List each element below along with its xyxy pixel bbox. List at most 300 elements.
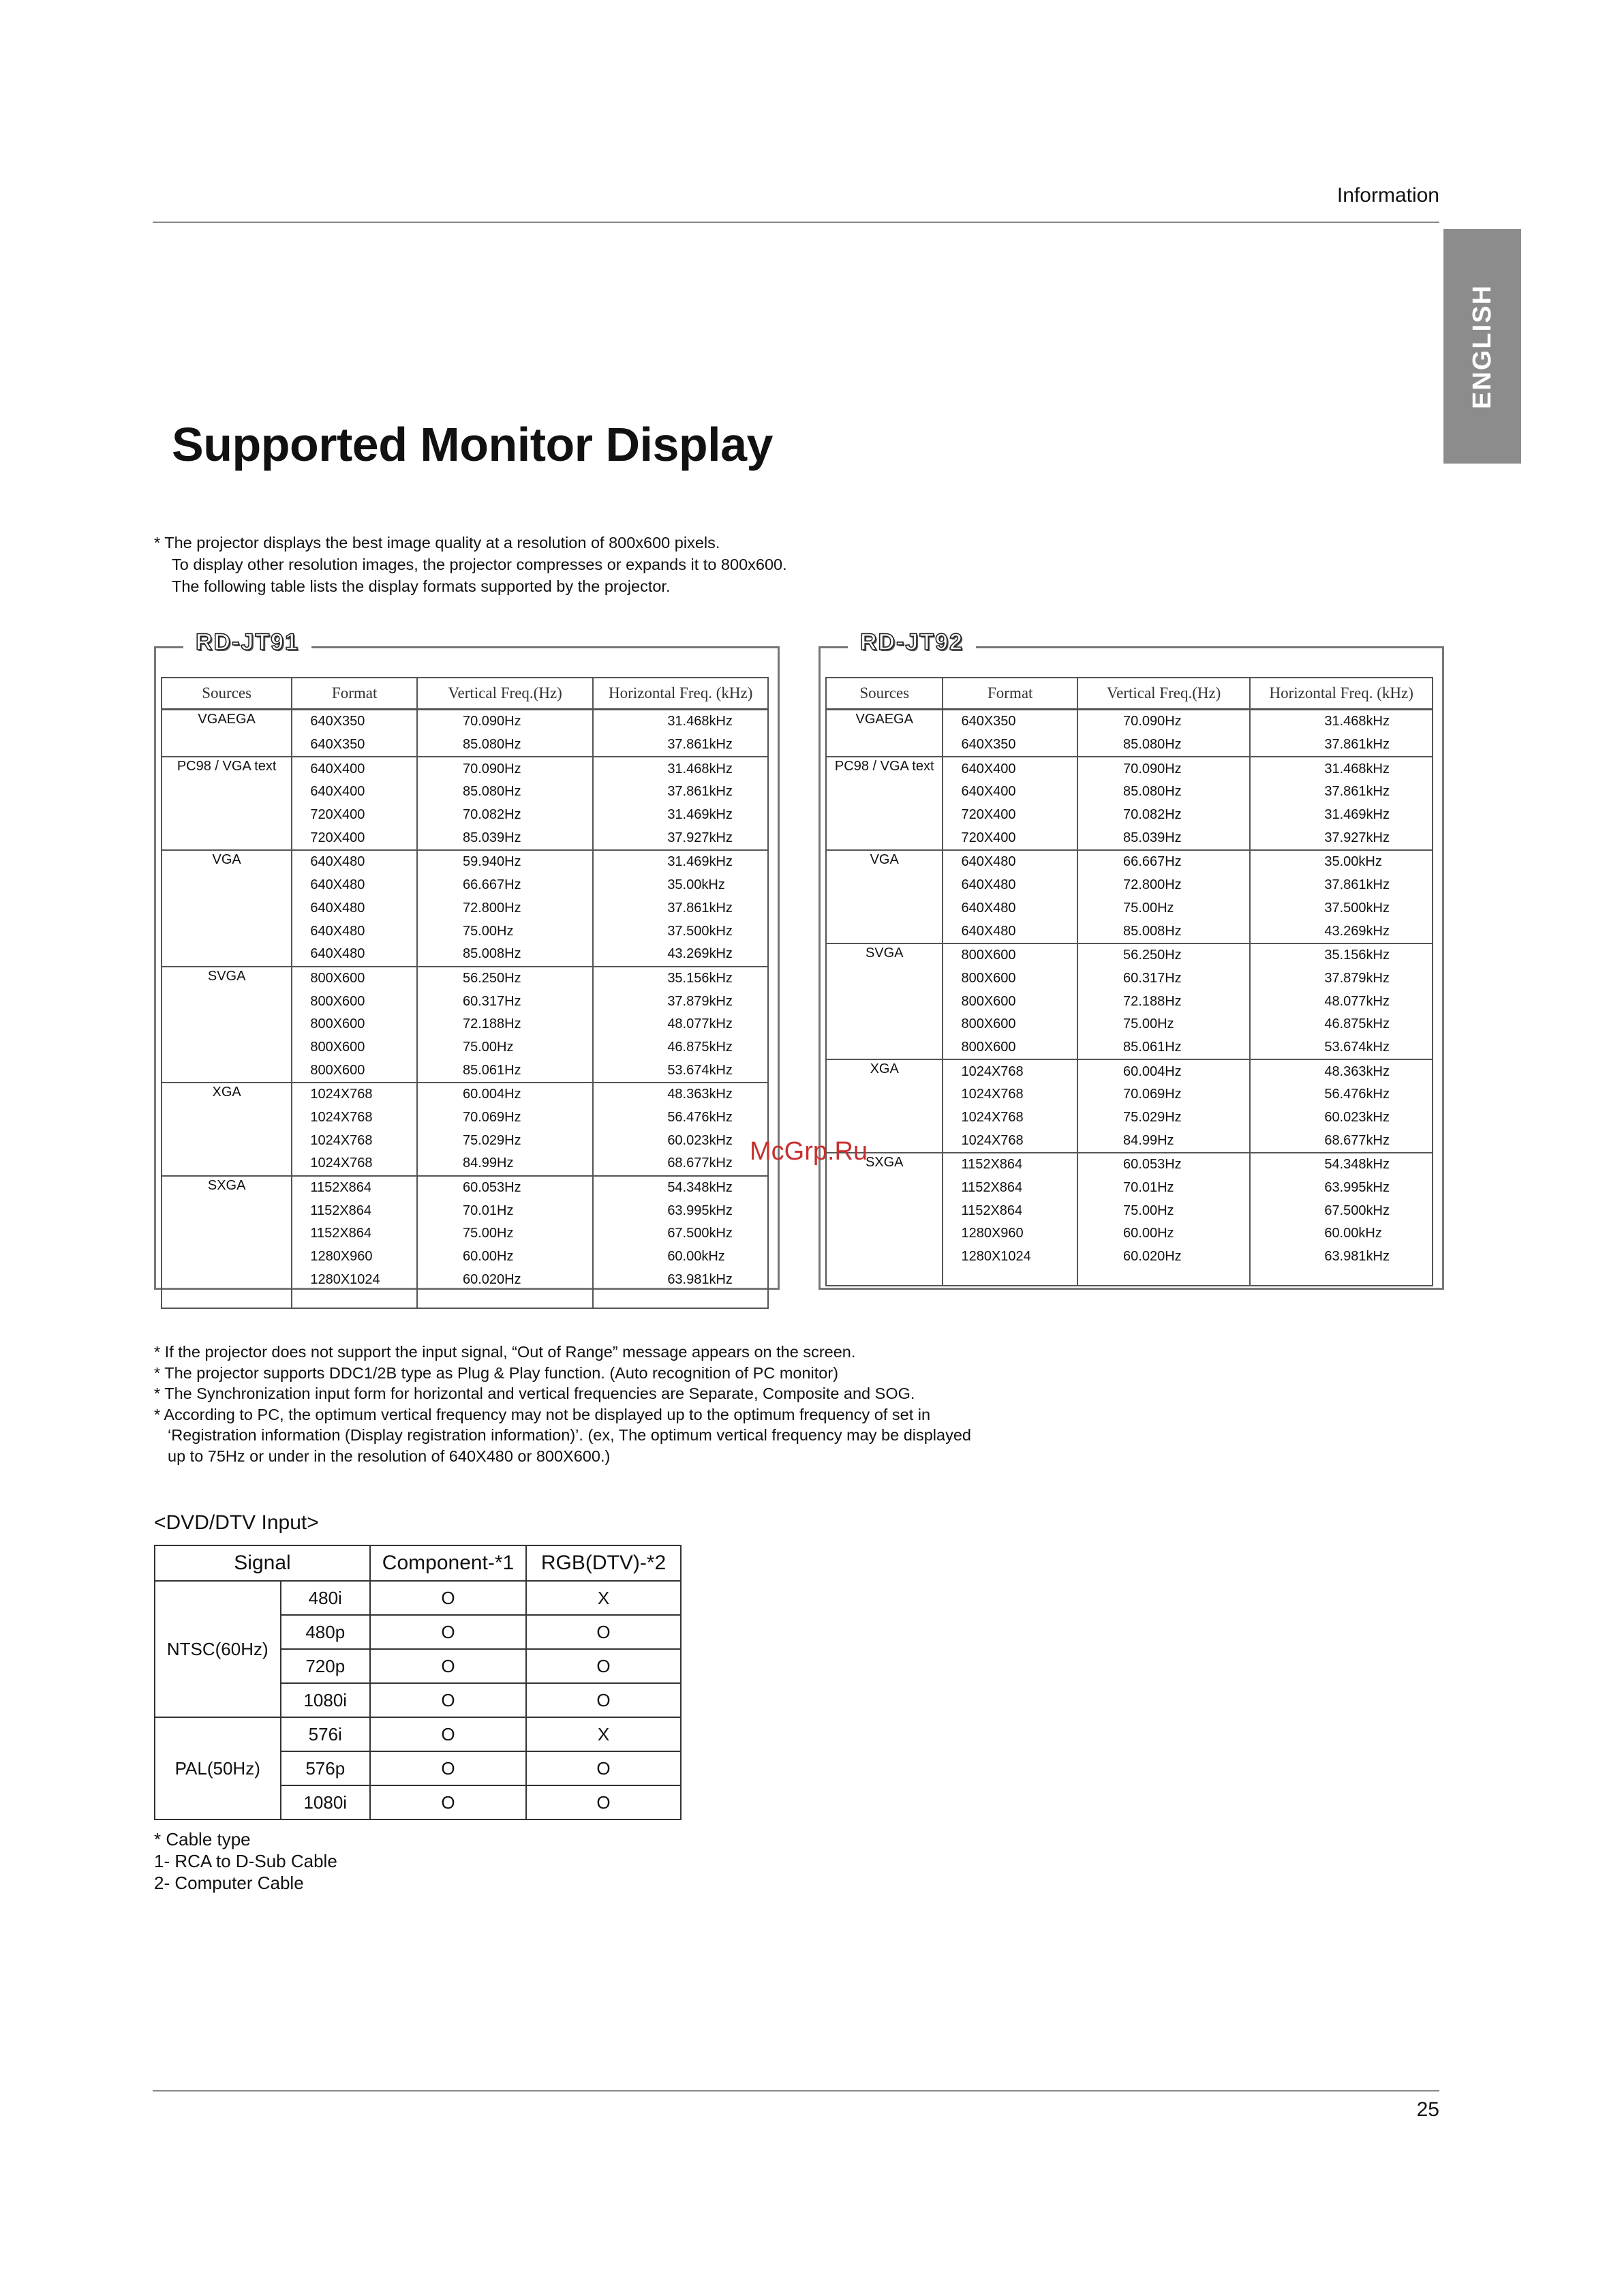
component-cell: O bbox=[370, 1785, 526, 1819]
filler-cell bbox=[417, 1291, 593, 1308]
source-cell bbox=[162, 1036, 292, 1059]
table-row bbox=[826, 1059, 1433, 1083]
format-cell: 640X480 bbox=[292, 850, 417, 874]
dvd-row bbox=[155, 1581, 681, 1615]
horizontal-freq-cell: 48.363kHz bbox=[593, 1083, 768, 1106]
horizontal-freq-cell: 60.00kHz bbox=[593, 1245, 768, 1269]
vertical-freq-cell: 60.020Hz bbox=[1077, 1245, 1250, 1269]
resolution-cell: 576p bbox=[281, 1751, 370, 1785]
table-filler-row bbox=[826, 1269, 1433, 1286]
horizontal-freq-cell: 37.861kHz bbox=[1250, 734, 1433, 757]
column-header-rgb: RGB(DTV)-*2 bbox=[526, 1545, 681, 1581]
horizontal-freq-cell: 60.00kHz bbox=[1250, 1222, 1433, 1245]
format-cell: 800X600 bbox=[292, 967, 417, 991]
vertical-freq-cell: 72.188Hz bbox=[1077, 990, 1250, 1013]
vertical-freq-cell: 60.053Hz bbox=[417, 1176, 593, 1200]
format-cell: 640X480 bbox=[292, 920, 417, 943]
filler-cell bbox=[1077, 1269, 1250, 1286]
table-row bbox=[162, 804, 768, 827]
table-row bbox=[162, 1013, 768, 1036]
rgb-cell: O bbox=[526, 1683, 681, 1717]
table-row bbox=[162, 967, 768, 991]
vertical-freq-cell: 75.00Hz bbox=[417, 1036, 593, 1059]
filler-cell bbox=[593, 1291, 768, 1308]
source-cell bbox=[826, 1013, 943, 1036]
column-header-vertical-freq: Vertical Freq.(Hz) bbox=[417, 678, 593, 710]
component-cell: O bbox=[370, 1581, 526, 1615]
source-cell bbox=[162, 943, 292, 967]
table-row bbox=[826, 1129, 1433, 1153]
note-line: * According to PC, the optimum vertical frequency may not be displayed up to the optimum frequency of set in bbox=[154, 1405, 931, 1423]
table-row bbox=[826, 1222, 1433, 1245]
horizontal-freq-cell: 48.077kHz bbox=[1250, 990, 1433, 1013]
dvd-section-title: <DVD/DTV Input> bbox=[154, 1511, 319, 1534]
vertical-freq-cell: 60.00Hz bbox=[417, 1245, 593, 1269]
source-cell: SXGA bbox=[826, 1153, 943, 1177]
format-cell: 1280X960 bbox=[943, 1222, 1077, 1245]
format-cell: 640X350 bbox=[292, 734, 417, 757]
source-cell: SXGA bbox=[162, 1176, 292, 1200]
signal-group-cell: PAL(50Hz) bbox=[155, 1717, 281, 1819]
frequency-table bbox=[825, 677, 1433, 1286]
table-row bbox=[826, 874, 1433, 897]
dvd-input-table bbox=[154, 1545, 682, 1820]
format-cell: 1280X1024 bbox=[943, 1245, 1077, 1269]
note-line: * The Synchronization input form for horizontal and vertical frequencies are Separate, Composite and SOG. bbox=[154, 1385, 915, 1402]
table-row bbox=[826, 757, 1433, 781]
table-row bbox=[826, 1083, 1433, 1106]
format-cell: 1024X768 bbox=[292, 1129, 417, 1152]
horizontal-freq-cell: 37.861kHz bbox=[1250, 874, 1433, 897]
bottom-divider bbox=[153, 2090, 1439, 2091]
column-header-signal: Signal bbox=[155, 1545, 370, 1581]
note-line: * The projector supports DDC1/2B type as Plug & Play function. (Auto recognition of PC monitor) bbox=[154, 1363, 839, 1382]
note-line: ‘Registration information (Display registration information)’. (ex, The optimum vertical frequency may be displayed bbox=[168, 1426, 971, 1444]
horizontal-freq-cell: 31.469kHz bbox=[593, 850, 768, 874]
format-cell: 640X480 bbox=[943, 850, 1077, 874]
format-cell: 640X350 bbox=[292, 710, 417, 734]
source-cell bbox=[826, 1083, 943, 1106]
table-row bbox=[162, 826, 768, 850]
format-cell: 800X600 bbox=[943, 967, 1077, 991]
format-cell: 1024X768 bbox=[943, 1106, 1077, 1130]
table-row bbox=[826, 967, 1433, 991]
format-cell: 800X600 bbox=[292, 1013, 417, 1036]
table-header-row bbox=[162, 678, 768, 710]
column-header-sources: Sources bbox=[826, 678, 943, 710]
source-cell: VGA bbox=[826, 850, 943, 874]
table-row bbox=[826, 781, 1433, 804]
format-cell: 720X400 bbox=[943, 826, 1077, 850]
horizontal-freq-cell: 31.468kHz bbox=[1250, 757, 1433, 781]
table-row bbox=[162, 1269, 768, 1292]
horizontal-freq-cell: 67.500kHz bbox=[1250, 1199, 1433, 1222]
source-cell bbox=[826, 734, 943, 757]
table-filler-row bbox=[162, 1291, 768, 1308]
source-cell: PC98 / VGA text bbox=[826, 757, 943, 781]
format-cell: 1024X768 bbox=[292, 1083, 417, 1106]
language-tab bbox=[1443, 229, 1521, 464]
source-cell bbox=[162, 1222, 292, 1245]
horizontal-freq-cell: 37.861kHz bbox=[593, 734, 768, 757]
table-row bbox=[826, 734, 1433, 757]
format-cell: 1152X864 bbox=[943, 1177, 1077, 1200]
horizontal-freq-cell: 63.995kHz bbox=[1250, 1177, 1433, 1200]
horizontal-freq-cell: 60.023kHz bbox=[593, 1129, 768, 1152]
format-cell: 1024X768 bbox=[943, 1083, 1077, 1106]
format-cell: 640X480 bbox=[943, 874, 1077, 897]
column-header-format: Format bbox=[943, 678, 1077, 710]
vertical-freq-cell: 75.00Hz bbox=[1077, 897, 1250, 920]
source-cell: SVGA bbox=[826, 943, 943, 967]
table-row bbox=[162, 943, 768, 967]
source-cell bbox=[826, 897, 943, 920]
format-cell: 1152X864 bbox=[292, 1222, 417, 1245]
page-number: 25 bbox=[1416, 2098, 1439, 2121]
table-row bbox=[162, 781, 768, 804]
component-cell: O bbox=[370, 1717, 526, 1751]
table-row bbox=[826, 990, 1433, 1013]
table-row bbox=[826, 1153, 1433, 1177]
format-cell: 640X400 bbox=[943, 757, 1077, 781]
vertical-freq-cell: 60.020Hz bbox=[417, 1269, 593, 1292]
format-cell: 640X480 bbox=[943, 920, 1077, 943]
vertical-freq-cell: 85.008Hz bbox=[417, 943, 593, 967]
table-row bbox=[826, 897, 1433, 920]
vertical-freq-cell: 70.082Hz bbox=[1077, 804, 1250, 827]
dvd-header-row bbox=[155, 1545, 681, 1581]
table-row bbox=[162, 990, 768, 1013]
table-row bbox=[826, 1245, 1433, 1269]
format-cell: 800X600 bbox=[292, 1059, 417, 1083]
column-header-horizontal-freq: Horizontal Freq. (kHz) bbox=[1250, 678, 1433, 710]
horizontal-freq-cell: 37.500kHz bbox=[593, 920, 768, 943]
table-row bbox=[162, 734, 768, 757]
format-cell: 1280X1024 bbox=[292, 1269, 417, 1292]
rgb-cell: O bbox=[526, 1649, 681, 1683]
resolution-cell: 576i bbox=[281, 1717, 370, 1751]
source-cell: VGAEGA bbox=[826, 710, 943, 734]
horizontal-freq-cell: 37.861kHz bbox=[1250, 781, 1433, 804]
horizontal-freq-cell: 63.995kHz bbox=[593, 1199, 768, 1222]
column-header-vertical-freq: Vertical Freq.(Hz) bbox=[1077, 678, 1250, 710]
cable-notes bbox=[154, 1828, 337, 1894]
table-row bbox=[162, 1129, 768, 1152]
source-cell bbox=[826, 920, 943, 943]
table-row bbox=[826, 920, 1433, 943]
frequency-table bbox=[161, 677, 769, 1309]
horizontal-freq-cell: 68.677kHz bbox=[1250, 1129, 1433, 1153]
vertical-freq-cell: 70.082Hz bbox=[417, 804, 593, 827]
horizontal-freq-cell: 35.156kHz bbox=[1250, 943, 1433, 967]
vertical-freq-cell: 70.090Hz bbox=[1077, 710, 1250, 734]
format-cell: 1152X864 bbox=[292, 1199, 417, 1222]
table-row bbox=[162, 1199, 768, 1222]
horizontal-freq-cell: 53.674kHz bbox=[593, 1059, 768, 1083]
horizontal-freq-cell: 56.476kHz bbox=[593, 1106, 768, 1130]
vertical-freq-cell: 60.00Hz bbox=[1077, 1222, 1250, 1245]
vertical-freq-cell: 70.01Hz bbox=[1077, 1177, 1250, 1200]
vertical-freq-cell: 66.667Hz bbox=[1077, 850, 1250, 874]
format-cell: 800X600 bbox=[292, 990, 417, 1013]
source-cell bbox=[162, 826, 292, 850]
source-cell bbox=[162, 897, 292, 920]
table-header-row bbox=[826, 678, 1433, 710]
format-cell: 1024X768 bbox=[943, 1059, 1077, 1083]
resolution-cell: 480i bbox=[281, 1581, 370, 1615]
table-row bbox=[826, 943, 1433, 967]
horizontal-freq-cell: 35.156kHz bbox=[593, 967, 768, 991]
cable-note-line: 2- Computer Cable bbox=[154, 1873, 304, 1893]
resolution-cell: 480p bbox=[281, 1615, 370, 1649]
table-row bbox=[162, 920, 768, 943]
vertical-freq-cell: 70.069Hz bbox=[1077, 1083, 1250, 1106]
vertical-freq-cell: 85.039Hz bbox=[1077, 826, 1250, 850]
format-cell: 800X600 bbox=[943, 990, 1077, 1013]
source-cell bbox=[826, 874, 943, 897]
source-cell bbox=[826, 1036, 943, 1060]
format-cell: 1152X864 bbox=[943, 1153, 1077, 1177]
source-cell bbox=[826, 967, 943, 991]
filler-cell bbox=[162, 1291, 292, 1308]
column-header-component: Component-*1 bbox=[370, 1545, 526, 1581]
horizontal-freq-cell: 37.879kHz bbox=[593, 990, 768, 1013]
vertical-freq-cell: 60.004Hz bbox=[417, 1083, 593, 1106]
vertical-freq-cell: 72.188Hz bbox=[417, 1013, 593, 1036]
component-cell: O bbox=[370, 1751, 526, 1785]
format-cell: 640X400 bbox=[943, 781, 1077, 804]
vertical-freq-cell: 66.667Hz bbox=[417, 874, 593, 897]
source-cell bbox=[826, 804, 943, 827]
table-row bbox=[826, 1036, 1433, 1060]
table-row bbox=[162, 1222, 768, 1245]
model-box-rd-jt91 bbox=[154, 629, 780, 1290]
table-row bbox=[826, 804, 1433, 827]
note-line: * If the projector does not support the input signal, “Out of Range” message appears on the screen. bbox=[154, 1343, 856, 1361]
vertical-freq-cell: 70.069Hz bbox=[417, 1106, 593, 1130]
horizontal-freq-cell: 35.00kHz bbox=[593, 874, 768, 897]
horizontal-freq-cell: 48.077kHz bbox=[593, 1013, 768, 1036]
horizontal-freq-cell: 43.269kHz bbox=[593, 943, 768, 967]
vertical-freq-cell: 75.00Hz bbox=[417, 920, 593, 943]
horizontal-freq-cell: 54.348kHz bbox=[593, 1176, 768, 1200]
vertical-freq-cell: 85.080Hz bbox=[417, 781, 593, 804]
table-row bbox=[162, 1036, 768, 1059]
format-cell: 640X400 bbox=[292, 781, 417, 804]
cable-note-line: * Cable type bbox=[154, 1829, 251, 1849]
vertical-freq-cell: 70.090Hz bbox=[417, 757, 593, 781]
horizontal-freq-cell: 31.468kHz bbox=[593, 757, 768, 781]
horizontal-freq-cell: 37.861kHz bbox=[593, 897, 768, 920]
vertical-freq-cell: 70.090Hz bbox=[1077, 757, 1250, 781]
vertical-freq-cell: 75.029Hz bbox=[1077, 1106, 1250, 1130]
source-cell: VGA bbox=[162, 850, 292, 874]
source-cell bbox=[826, 1177, 943, 1200]
vertical-freq-cell: 75.00Hz bbox=[1077, 1199, 1250, 1222]
rgb-cell: O bbox=[526, 1751, 681, 1785]
vertical-freq-cell: 60.004Hz bbox=[1077, 1059, 1250, 1083]
intro-text bbox=[154, 532, 787, 597]
table-row bbox=[826, 850, 1433, 874]
intro-line: To display other resolution images, the projector compresses or expands it to 800x600. bbox=[172, 556, 787, 573]
table-row bbox=[162, 1152, 768, 1176]
table-row bbox=[826, 1177, 1433, 1200]
vertical-freq-cell: 84.99Hz bbox=[1077, 1129, 1250, 1153]
intro-line: * The projector displays the best image quality at a resolution of 800x600 pixels. bbox=[154, 534, 720, 552]
horizontal-freq-cell: 46.875kHz bbox=[593, 1036, 768, 1059]
table-row bbox=[162, 850, 768, 874]
format-cell: 1024X768 bbox=[292, 1152, 417, 1176]
table-row bbox=[162, 710, 768, 734]
top-divider bbox=[153, 222, 1439, 223]
format-cell: 720X400 bbox=[292, 804, 417, 827]
table-row bbox=[162, 897, 768, 920]
vertical-freq-cell: 85.039Hz bbox=[417, 826, 593, 850]
table-row bbox=[162, 1083, 768, 1106]
notes bbox=[154, 1342, 971, 1466]
horizontal-freq-cell: 56.476kHz bbox=[1250, 1083, 1433, 1106]
source-cell bbox=[826, 826, 943, 850]
format-cell: 800X600 bbox=[943, 943, 1077, 967]
column-header-sources: Sources bbox=[162, 678, 292, 710]
format-cell: 800X600 bbox=[943, 1013, 1077, 1036]
format-cell: 800X600 bbox=[943, 1036, 1077, 1060]
watermark: McGrp.Ru bbox=[750, 1137, 868, 1166]
vertical-freq-cell: 70.090Hz bbox=[417, 710, 593, 734]
horizontal-freq-cell: 43.269kHz bbox=[1250, 920, 1433, 943]
format-cell: 640X350 bbox=[943, 710, 1077, 734]
source-cell bbox=[162, 990, 292, 1013]
table-row bbox=[162, 1245, 768, 1269]
table-row bbox=[826, 1013, 1433, 1036]
source-cell bbox=[826, 781, 943, 804]
horizontal-freq-cell: 31.469kHz bbox=[1250, 804, 1433, 827]
format-cell: 1024X768 bbox=[943, 1129, 1077, 1153]
filler-cell bbox=[943, 1269, 1077, 1286]
component-cell: O bbox=[370, 1649, 526, 1683]
vertical-freq-cell: 56.250Hz bbox=[1077, 943, 1250, 967]
format-cell: 640X400 bbox=[292, 757, 417, 781]
dvd-row bbox=[155, 1717, 681, 1751]
vertical-freq-cell: 60.053Hz bbox=[1077, 1153, 1250, 1177]
source-cell bbox=[162, 1152, 292, 1176]
horizontal-freq-cell: 46.875kHz bbox=[1250, 1013, 1433, 1036]
source-cell bbox=[162, 1106, 292, 1130]
vertical-freq-cell: 60.317Hz bbox=[417, 990, 593, 1013]
horizontal-freq-cell: 60.023kHz bbox=[1250, 1106, 1433, 1130]
resolution-cell: 1080i bbox=[281, 1683, 370, 1717]
filler-cell bbox=[292, 1291, 417, 1308]
format-cell: 1152X864 bbox=[943, 1199, 1077, 1222]
signal-group-cell: NTSC(60Hz) bbox=[155, 1581, 281, 1717]
vertical-freq-cell: 56.250Hz bbox=[417, 967, 593, 991]
format-cell: 640X480 bbox=[943, 897, 1077, 920]
horizontal-freq-cell: 67.500kHz bbox=[593, 1222, 768, 1245]
column-header-format: Format bbox=[292, 678, 417, 710]
format-cell: 1024X768 bbox=[292, 1106, 417, 1130]
vertical-freq-cell: 72.800Hz bbox=[417, 897, 593, 920]
rgb-cell: X bbox=[526, 1717, 681, 1751]
horizontal-freq-cell: 37.861kHz bbox=[593, 781, 768, 804]
table-row bbox=[162, 757, 768, 781]
vertical-freq-cell: 85.061Hz bbox=[1077, 1036, 1250, 1060]
table-row bbox=[826, 710, 1433, 734]
horizontal-freq-cell: 31.469kHz bbox=[593, 804, 768, 827]
horizontal-freq-cell: 37.927kHz bbox=[1250, 826, 1433, 850]
source-cell: SVGA bbox=[162, 967, 292, 991]
source-cell bbox=[162, 1013, 292, 1036]
horizontal-freq-cell: 63.981kHz bbox=[593, 1269, 768, 1292]
note-line: up to 75Hz or under in the resolution of 640X480 or 800X600.) bbox=[168, 1447, 611, 1465]
vertical-freq-cell: 75.00Hz bbox=[1077, 1013, 1250, 1036]
component-cell: O bbox=[370, 1615, 526, 1649]
resolution-cell: 720p bbox=[281, 1649, 370, 1683]
rgb-cell: O bbox=[526, 1785, 681, 1819]
format-cell: 1280X960 bbox=[292, 1245, 417, 1269]
format-cell: 640X480 bbox=[292, 943, 417, 967]
vertical-freq-cell: 84.99Hz bbox=[417, 1152, 593, 1176]
source-cell bbox=[162, 1245, 292, 1269]
horizontal-freq-cell: 31.468kHz bbox=[593, 710, 768, 734]
language-tab-label: ENGLISH bbox=[1467, 284, 1497, 409]
table-row bbox=[162, 1059, 768, 1083]
horizontal-freq-cell: 37.927kHz bbox=[593, 826, 768, 850]
source-cell bbox=[162, 1059, 292, 1083]
source-cell bbox=[826, 1106, 943, 1130]
source-cell bbox=[162, 1269, 292, 1292]
vertical-freq-cell: 85.080Hz bbox=[417, 734, 593, 757]
source-cell: PC98 / VGA text bbox=[162, 757, 292, 781]
horizontal-freq-cell: 37.500kHz bbox=[1250, 897, 1433, 920]
filler-cell bbox=[1250, 1269, 1433, 1286]
format-cell: 640X350 bbox=[943, 734, 1077, 757]
source-cell: VGAEGA bbox=[162, 710, 292, 734]
source-cell bbox=[826, 1245, 943, 1269]
horizontal-freq-cell: 54.348kHz bbox=[1250, 1153, 1433, 1177]
section-label: Information bbox=[1336, 184, 1439, 207]
rgb-cell: O bbox=[526, 1615, 681, 1649]
component-cell: O bbox=[370, 1683, 526, 1717]
vertical-freq-cell: 85.080Hz bbox=[1077, 781, 1250, 804]
source-cell bbox=[162, 804, 292, 827]
vertical-freq-cell: 70.01Hz bbox=[417, 1199, 593, 1222]
filler-cell bbox=[826, 1269, 943, 1286]
horizontal-freq-cell: 63.981kHz bbox=[1250, 1245, 1433, 1269]
horizontal-freq-cell: 31.468kHz bbox=[1250, 710, 1433, 734]
resolution-cell: 1080i bbox=[281, 1785, 370, 1819]
horizontal-freq-cell: 35.00kHz bbox=[1250, 850, 1433, 874]
format-cell: 720X400 bbox=[292, 826, 417, 850]
format-cell: 1152X864 bbox=[292, 1176, 417, 1200]
source-cell bbox=[826, 1199, 943, 1222]
vertical-freq-cell: 85.061Hz bbox=[417, 1059, 593, 1083]
model-box-rd-jt92 bbox=[818, 629, 1444, 1290]
table-row bbox=[162, 874, 768, 897]
horizontal-freq-cell: 48.363kHz bbox=[1250, 1059, 1433, 1083]
format-cell: 640X480 bbox=[292, 897, 417, 920]
table-row bbox=[826, 1199, 1433, 1222]
model-title: RD-JT91 bbox=[183, 629, 311, 656]
source-cell bbox=[162, 874, 292, 897]
horizontal-freq-cell: 53.674kHz bbox=[1250, 1036, 1433, 1060]
model-title: RD-JT92 bbox=[848, 629, 976, 656]
source-cell: XGA bbox=[826, 1059, 943, 1083]
source-cell bbox=[826, 990, 943, 1013]
source-cell bbox=[162, 734, 292, 757]
column-header-horizontal-freq: Horizontal Freq. (kHz) bbox=[593, 678, 768, 710]
vertical-freq-cell: 85.080Hz bbox=[1077, 734, 1250, 757]
source-cell: XGA bbox=[162, 1083, 292, 1106]
